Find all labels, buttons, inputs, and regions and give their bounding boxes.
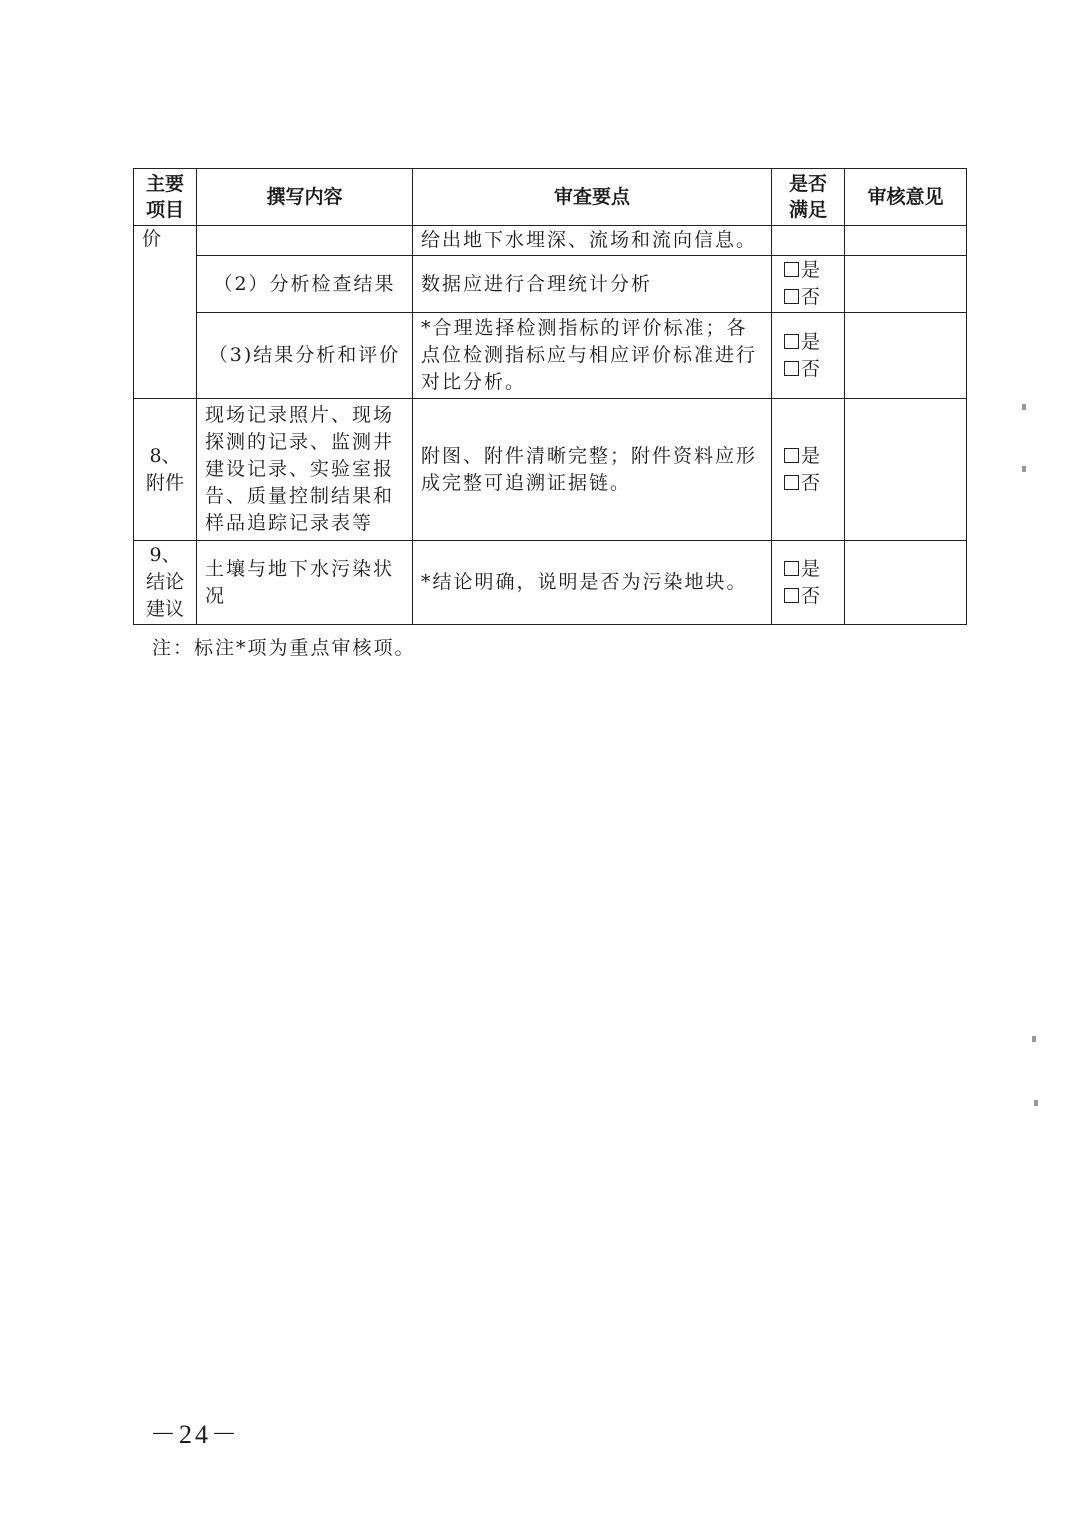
main-item-cell: 价 — [134, 226, 197, 399]
opinion-cell[interactable] — [845, 399, 967, 541]
no-label: 否 — [801, 286, 822, 308]
no-option[interactable] — [784, 356, 836, 383]
checkbox-icon[interactable] — [784, 334, 799, 349]
checkbox-icon[interactable] — [784, 361, 799, 376]
header-main-item: 主要 项目 — [134, 169, 197, 226]
satisfied-cell — [772, 541, 845, 625]
scan-mark — [1022, 404, 1026, 410]
key-points-cell: 给出地下水埋深、流场和流向信息。 — [413, 226, 772, 256]
opinion-cell[interactable] — [845, 541, 967, 625]
yes-label: 是 — [801, 557, 822, 580]
scan-mark — [1032, 1036, 1036, 1042]
opinion-cell — [845, 226, 967, 256]
main-item-cell: 8、附件 — [134, 399, 197, 541]
scan-mark — [1022, 466, 1026, 472]
key-points-cell: *结论明确，说明是否为污染地块。 — [413, 541, 772, 625]
key-points-cell: 附图、附件清晰完整；附件资料应形成完整可追溯证据链。 — [413, 399, 772, 541]
key-points-cell: 数据应进行合理统计分析 — [413, 256, 772, 313]
scan-mark — [1034, 1100, 1038, 1106]
satisfied-cell — [772, 399, 845, 541]
content-cell — [197, 226, 413, 256]
content-cell: 土壤与地下水污染状况 — [197, 541, 413, 625]
opinion-cell[interactable] — [845, 313, 967, 399]
yes-option[interactable] — [784, 257, 836, 284]
yes-label: 是 — [801, 330, 822, 353]
checkbox-icon[interactable] — [784, 475, 799, 490]
main-item-cell: 9、结论建议 — [134, 541, 197, 625]
table-note: 注：标注*项为重点审核项。 — [152, 637, 416, 659]
yes-option[interactable] — [784, 443, 836, 470]
table-row — [134, 541, 967, 625]
satisfied-cell — [772, 256, 845, 313]
satisfied-cell — [772, 226, 845, 256]
yes-option[interactable] — [784, 556, 836, 583]
yes-label: 是 — [801, 444, 822, 467]
no-label: 否 — [801, 471, 822, 494]
yes-label: 是 — [801, 259, 822, 281]
content-cell: 现场记录照片、现场探测的记录、监测井建设记录、实验室报告、质量控制结果和样品追踪记录表等 — [197, 399, 413, 541]
no-option[interactable] — [784, 470, 836, 497]
content-cell: （3)结果分析和评价 — [197, 313, 413, 399]
checkbox-icon[interactable] — [784, 448, 799, 463]
table-header-row — [134, 169, 967, 226]
no-option[interactable] — [784, 284, 836, 311]
header-key-points: 审查要点 — [413, 169, 772, 226]
content-cell: （2）分析检查结果 — [197, 256, 413, 313]
checkbox-icon[interactable] — [784, 588, 799, 603]
opinion-cell[interactable] — [845, 256, 967, 313]
table-row — [134, 226, 967, 256]
checkbox-icon[interactable] — [784, 289, 799, 304]
no-label: 否 — [801, 357, 822, 380]
header-satisfied: 是否 满足 — [772, 169, 845, 226]
table-row — [134, 313, 967, 399]
key-points-cell: *合理选择检测指标的评价标准；各点位检测指标应与相应评价标准进行对比分析。 — [413, 313, 772, 399]
yes-option[interactable] — [784, 329, 836, 356]
table-row — [134, 256, 967, 313]
table-row — [134, 399, 967, 541]
no-option[interactable] — [784, 583, 836, 610]
page-number: －24－ — [150, 1420, 241, 1449]
header-opinion: 审核意见 — [845, 169, 967, 226]
checkbox-icon[interactable] — [784, 561, 799, 576]
no-label: 否 — [801, 584, 822, 607]
satisfied-cell — [772, 313, 845, 399]
checkbox-icon[interactable] — [784, 262, 799, 277]
review-table — [133, 168, 967, 625]
header-content: 撰写内容 — [197, 169, 413, 226]
